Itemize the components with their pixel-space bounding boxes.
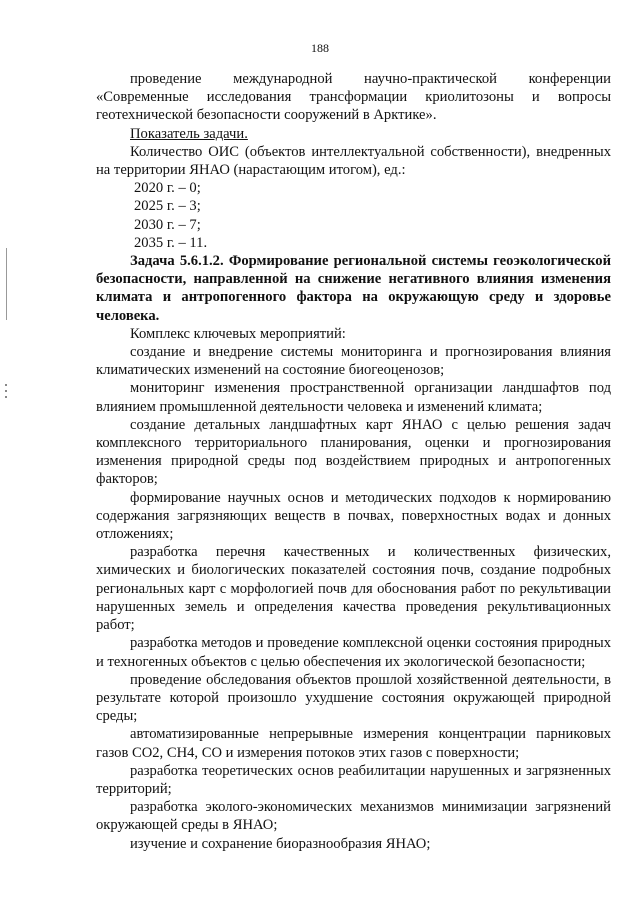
indicator-text: Количество ОИС (объектов интеллектуальной собственности), внедренных на территории ЯНАО (нарастающим итогом), ед.:	[96, 143, 611, 179]
indicator-label-line	[96, 125, 611, 143]
indicator-years-list	[96, 179, 611, 252]
page-number: 188	[311, 41, 329, 55]
measure-item: создание детальных ландшафтных карт ЯНАО с целью решения задач комплексного территориального планирования, оценки и прогнозирования изменения природной среды под воздействием природных и антропогенных факторов;	[96, 416, 611, 488]
intro-paragraph: проведение международной научно-практической конференции «Современные исследования трансформации криолитозоны и вопросы геотехнической безопасности сооружений в Арктике».	[96, 71, 611, 124]
measure-item: разработка методов и проведение комплексной оценки состояния природных и техногенных объектов с целью обеспечения их экологической безопасности;	[96, 635, 611, 670]
measure-item: разработка теоретических основ реабилитации нарушенных и загрязненных территорий;	[96, 762, 611, 797]
year-value: 2035 г. – 11.	[134, 234, 208, 251]
measure-item: разработка перечня качественных и количественных физических, химических и биологических показателей состояния почв, создание подробных региональных карт с морфологией почв для обоснования работ по рекультивации нарушенных земель и определения качества проведения рекультивационных работ;	[96, 544, 611, 634]
margin-dot	[5, 396, 7, 398]
measure-item: автоматизированные непрерывные измерения концентрации парниковых газов СО2, СН4, СО и измерения потоков этих газов с поверхности;	[96, 726, 611, 761]
measures-intro: Комплекс ключевых мероприятий:	[130, 325, 346, 342]
margin-mark	[6, 248, 7, 320]
measure-item: мониторинг изменения пространственной организации ландшафтов под влиянием промышленной деятельности человека и изменений климата;	[96, 380, 611, 415]
indicator-label: Показатель задачи.	[130, 125, 248, 142]
measure-item: изучение и сохранение биоразнообразия ЯНАО;	[130, 835, 431, 852]
measure-item: формирование научных основ и методических подходов к нормированию содержания загрязняющих веществ в почвах, поверхностных водах и донных отложениях;	[96, 489, 611, 543]
document-body	[96, 70, 611, 853]
measure-item: проведение обследования объектов прошлой хозяйственной деятельности, в результате которой произошло ухудшение состояния окружающей природной среды;	[96, 671, 611, 725]
margin-dot	[5, 390, 7, 392]
year-value: 2025 г. – 3;	[134, 198, 201, 215]
task-heading: Задача 5.6.1.2. Формирование региональной системы геоэкологической безопасности, направленной на снижение негативного влияния изменения климата и антропогенного фактора на окружающую среду и здоровье человека.	[96, 253, 611, 324]
margin-dot	[5, 384, 7, 386]
year-value: 2030 г. – 7;	[134, 216, 201, 233]
measure-item: создание и внедрение системы мониторинга и прогнозирования влияния климатических изменений на состояние биогеоценозов;	[96, 344, 611, 379]
year-value: 2020 г. – 0;	[134, 180, 201, 197]
measure-item: разработка эколого-экономических механизмов минимизации загрязнений окружающей среды в ЯНАО;	[96, 799, 611, 834]
